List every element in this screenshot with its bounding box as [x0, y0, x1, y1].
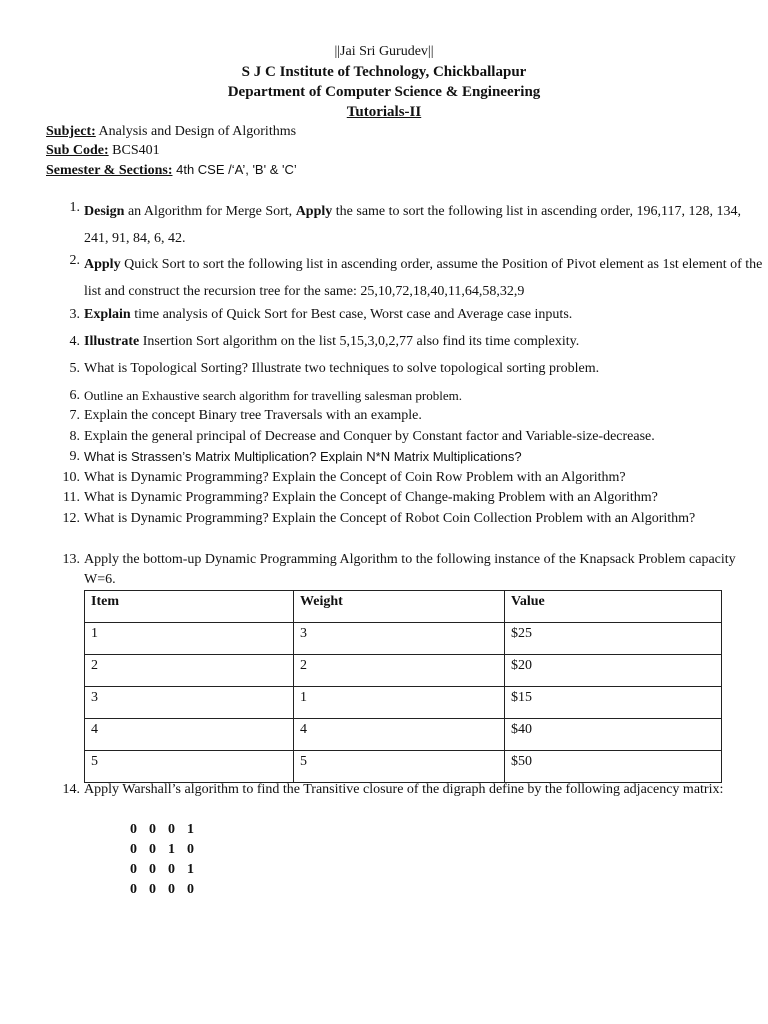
question-text: Explain the concept Binary tree Traversals with an example.: [84, 408, 422, 423]
question-number: 1.: [69, 200, 80, 215]
subcode-line: [46, 143, 160, 159]
table-cell: 5: [85, 751, 294, 783]
question-number: 8.: [69, 429, 80, 444]
table-row: [85, 655, 722, 687]
question-number: 5.: [69, 361, 80, 376]
table-row: [85, 751, 722, 783]
subject-value: Analysis and Design of Algorithms: [95, 124, 297, 139]
question-text: Explain time analysis of Quick Sort for Best case, Worst case and Average case inputs.: [84, 307, 573, 322]
institute-name: S J C Institute of Technology, Chickballapur: [241, 64, 527, 80]
question-number: 10.: [62, 470, 80, 485]
matrix-cell: 0: [168, 882, 175, 897]
column-header-item: Item: [85, 591, 294, 623]
question-number: 14.: [62, 782, 80, 797]
matrix-cell: 0: [149, 882, 156, 897]
matrix-cell: 0: [187, 842, 194, 857]
table-header-row: [85, 591, 722, 623]
question-text: Apply Quick Sort to sort the following list in ascending order, assume the Position of Pivot element as 1st element of the list and construct the recursion tree for the same: 25,10,72,18,40,11,64,58,32,9: [84, 257, 763, 299]
table-cell: 2: [294, 655, 505, 687]
question-text: What is Dynamic Programming? Explain the Concept of Coin Row Problem with an Algorithm?: [84, 470, 626, 485]
semester-line: [46, 162, 297, 179]
table-cell: 1: [294, 687, 505, 719]
matrix-cell: 0: [168, 862, 175, 877]
table-cell: 5: [294, 751, 505, 783]
matrix-cell: 0: [130, 822, 137, 837]
table-cell: $25: [505, 623, 722, 655]
semester-value: 4th CSE /‘A’, 'B' & 'C’: [172, 162, 297, 177]
question-text: Illustrate Insertion Sort algorithm on the list 5,15,3,0,2,77 also find its time complexity.: [84, 334, 580, 349]
matrix-cell: 1: [187, 822, 194, 837]
department-name: Department of Computer Science & Engineering: [227, 84, 541, 100]
matrix-cell: 0: [130, 842, 137, 857]
column-header-value: Value: [505, 591, 722, 623]
subcode-value: BCS401: [108, 143, 160, 158]
table-row: [85, 719, 722, 751]
table-cell: 4: [294, 719, 505, 751]
table-row: [85, 687, 722, 719]
invocation-line: ||Jai Sri Gurudev||: [334, 44, 434, 59]
question-text: What is Strassen’s Matrix Multiplication? Explain N*N Matrix Multiplications?: [84, 449, 522, 464]
matrix-cell: 0: [149, 822, 156, 837]
matrix-cell: 0: [149, 842, 156, 857]
question-text: Design an Algorithm for Merge Sort, Apply the same to sort the following list in ascending order, 196,117, 128, 134, 241, 91, 84, 6, 42.: [84, 204, 742, 246]
question-number: 2.: [69, 253, 80, 268]
question-number: 6.: [69, 388, 80, 403]
table-cell: 4: [85, 719, 294, 751]
column-header-weight: Weight: [294, 591, 505, 623]
matrix-row: [130, 842, 206, 858]
question-number: 12.: [62, 511, 80, 526]
question-text: What is Dynamic Programming? Explain the Concept of Change-making Problem with an Algorithm?: [84, 490, 658, 505]
question-text: Explain the general principal of Decrease and Conquer by Constant factor and Variable-size-decrease.: [84, 429, 655, 444]
matrix-cell: 1: [187, 862, 194, 877]
table-cell: 2: [85, 655, 294, 687]
matrix-cell: 1: [168, 842, 175, 857]
question-text: Apply Warshall’s algorithm to find the Transitive closure of the digraph define by the following adjacency matrix:: [84, 782, 724, 797]
table-cell: $50: [505, 751, 722, 783]
question-text: What is Dynamic Programming? Explain the Concept of Robot Coin Collection Problem with an Algorithm?: [84, 511, 696, 526]
question-number: 7.: [69, 408, 80, 423]
subject-label: Subject:: [46, 124, 96, 139]
table-row: [85, 623, 722, 655]
matrix-cell: 0: [168, 822, 175, 837]
matrix-cell: 0: [130, 862, 137, 877]
question-number: 3.: [69, 307, 80, 322]
subject-line: [46, 124, 296, 140]
question-number: 9.: [69, 449, 80, 464]
matrix-cell: 0: [149, 862, 156, 877]
table-cell: $20: [505, 655, 722, 687]
question-number: 11.: [63, 490, 80, 505]
knapsack-table: [84, 590, 722, 783]
table-cell: 1: [85, 623, 294, 655]
matrix-cell: 0: [187, 882, 194, 897]
matrix-row: [130, 882, 206, 898]
question-text: Outline an Exhaustive search algorithm for travelling salesman problem.: [84, 388, 462, 403]
table-cell: $15: [505, 687, 722, 719]
subcode-label: Sub Code:: [46, 143, 109, 158]
question-text: Apply the bottom-up Dynamic Programming Algorithm to the following instance of the Knapsack Problem capacity W=6.: [84, 552, 736, 587]
matrix-row: [130, 822, 206, 838]
semester-label: Semester & Sections:: [46, 163, 173, 178]
matrix-cell: 0: [130, 882, 137, 897]
table-cell: 3: [294, 623, 505, 655]
document-title: Tutorials-II: [346, 104, 422, 120]
question-text: What is Topological Sorting? Illustrate two techniques to solve topological sorting problem.: [84, 361, 600, 376]
table-cell: $40: [505, 719, 722, 751]
matrix-row: [130, 862, 206, 878]
question-number: 13.: [62, 552, 80, 567]
table-cell: 3: [85, 687, 294, 719]
question-number: 4.: [69, 334, 80, 349]
